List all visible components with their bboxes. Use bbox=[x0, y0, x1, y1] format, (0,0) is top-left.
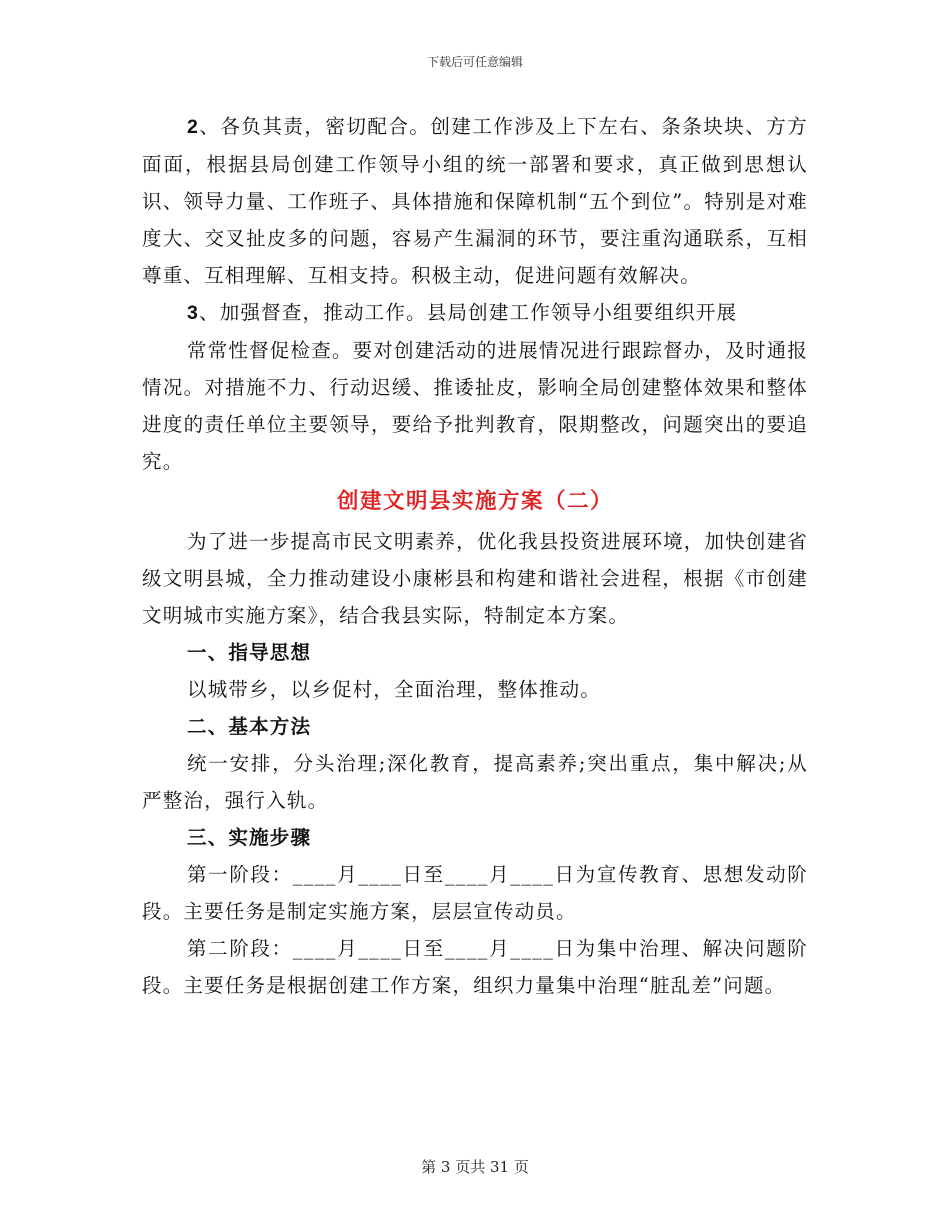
page-header: 下载后可任意编辑 bbox=[426, 55, 523, 69]
stage-2-text: 第二阶段：____月____日至____月____日为集中治理、解决问题阶段。主要任务是根据创建工作方案，组织力量集中治理“脏乱差”问题。 bbox=[142, 937, 808, 997]
paragraph-item-3-rest: 常常性督促检查。要对创建活动的进展情况进行跟踪督办，及时通报情况。对措施不力、行动迟缓、推诿扯皮，影响全局创建整体效果和整体进度的责任单位主要领导，要给予批判教育，限期整改，问题突出的要追究。 bbox=[142, 339, 809, 473]
item-number: 3 bbox=[187, 302, 200, 324]
intro-paragraph: 为了进一步提高市民文明素养，优化我县投资进展环境，加快创建省级文明县城，全力推动建设小康彬县和构建和谐社会进程，根据《市创建文明城市实施方案》，结合我县实际，特制定本方案。 bbox=[142, 530, 809, 627]
document-body bbox=[142, 108, 808, 1004]
page-footer: 第 3 页共 31 页 bbox=[421, 1158, 529, 1176]
heading-guiding-thought: 一、指导思想 bbox=[187, 641, 312, 664]
heading-implementation-steps: 三、实施步骤 bbox=[187, 826, 312, 849]
paragraph-item-2 bbox=[142, 108, 808, 294]
paragraph-item-3-line1 bbox=[142, 294, 808, 332]
basic-method-text: 统一安排，分头治理;深化教育，提高素养;突出重点，集中解决;从严整治，强行入轨。 bbox=[142, 752, 808, 812]
paragraph-text: 、加强督查，推动工作。县局创建工作领导小组要组织开展 bbox=[199, 301, 738, 324]
section-title: 创建文明县实施方案（二） bbox=[336, 489, 613, 514]
paragraph-text: 、各负其责，密切配合。创建工作涉及上下左右、条条块块、方方面面，根据县局创建工作领导小组的统一部署和要求，真正做到思想认识、领导力量、工作班子、具体措施和保障机制“五个到位”。特别是对难度大、交叉扯皮多的问题，容易产生漏洞的环节，要注重沟通联系，互相尊重、互相理解、互相支持。积极主动，促进问题有效解决。 bbox=[142, 115, 808, 287]
item-number: 2 bbox=[187, 116, 200, 138]
heading-basic-method: 二、基本方法 bbox=[187, 715, 312, 738]
stage-1-text: 第一阶段：____月____日至____月____日为宣传教育、思想发动阶段。主要任务是制定实施方案，层层宣传动员。 bbox=[142, 863, 808, 923]
guiding-thought-text: 以城带乡，以乡促村，全面治理，整体推动。 bbox=[187, 678, 602, 701]
